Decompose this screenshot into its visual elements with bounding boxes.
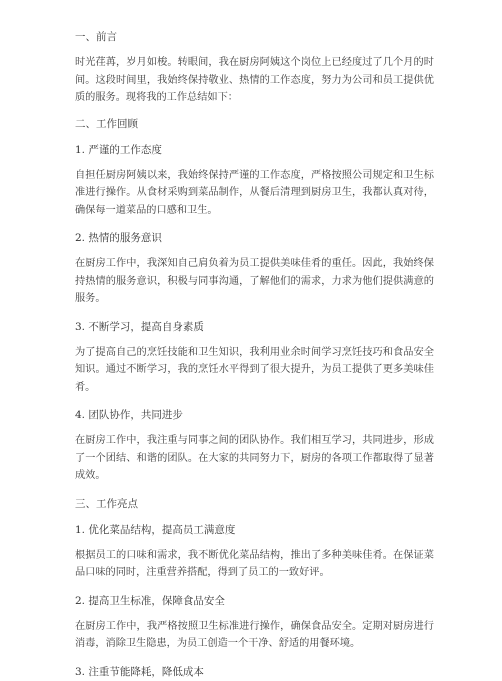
highlight-item-title: 2. 提高卫生标准，保障食品安全	[75, 594, 225, 607]
review-item-title: 2. 热情的服务意识	[75, 232, 162, 244]
review-item-title: 4. 团队协作，共同进步	[75, 409, 183, 421]
review-item-text: 自担任厨房阿姨以来，我始终保持严谨的工作态度，严格按照公司规定和卫生标准进行操作。从食材采购到菜品制作，从餐后清理到厨房卫生，我都认真对待，确保每一道菜品的口感和卫生。	[75, 169, 434, 216]
section-heading-intro: 一、前言	[75, 31, 117, 43]
review-item-text: 为了提高自己的烹饪技能和卫生知识，我利用业余时间学习烹饪技巧和食品安全知识。通过不断学习，我的烹饪水平得到了很大提升，为员工提供了更多美味佳肴。	[75, 346, 434, 393]
review-item-title: 3. 不断学习，提高自身素质	[75, 320, 204, 333]
section-heading-highlights: 三、工作亮点	[75, 497, 138, 510]
highlight-item-text: 在厨房工作中，我严格按照卫生标准进行操作，确保食品安全。定期对厨房进行消毒，消除卫生隐患，为员工创造一个干净、舒适的用餐环境。	[75, 620, 434, 649]
highlight-item-text: 根据员工的口味和需求，我不断优化菜品结构，推出了多种美味佳肴。在保证菜品口味的同时，注重营养搭配，得到了员工的一致好评。	[75, 549, 434, 578]
review-item-text: 在厨房工作中，我注重与同事之间的团队协作。我们相互学习，共同进步，形成了一个团结、和谐的团队。在大家的共同努力下，厨房的各项工作都取得了显著成效。	[75, 435, 434, 481]
intro-paragraph: 时光荏苒，岁月如梭。转眼间，我在厨房阿姨这个岗位上已经度过了几个月的时间。这段时间里，我始终保持敬业、热情的工作态度，努力为公司和员工提供优质的服务。现将我的工作总结如下：	[75, 57, 434, 103]
highlight-item-title: 1. 优化菜品结构，提高员工满意度	[75, 523, 236, 536]
review-item-text: 在厨房工作中，我深知自己肩负着为员工提供美味佳肴的重任。因此，我始终保持热情的服务意识，积极与同事沟通，了解他们的需求，力求为他们提供满意的服务。	[75, 258, 434, 304]
highlight-item-title: 3. 注重节能降耗，降低成本	[75, 665, 204, 678]
review-item-title: 1. 严谨的工作态度	[75, 143, 162, 156]
section-heading-review: 二、工作回顾	[75, 117, 138, 130]
